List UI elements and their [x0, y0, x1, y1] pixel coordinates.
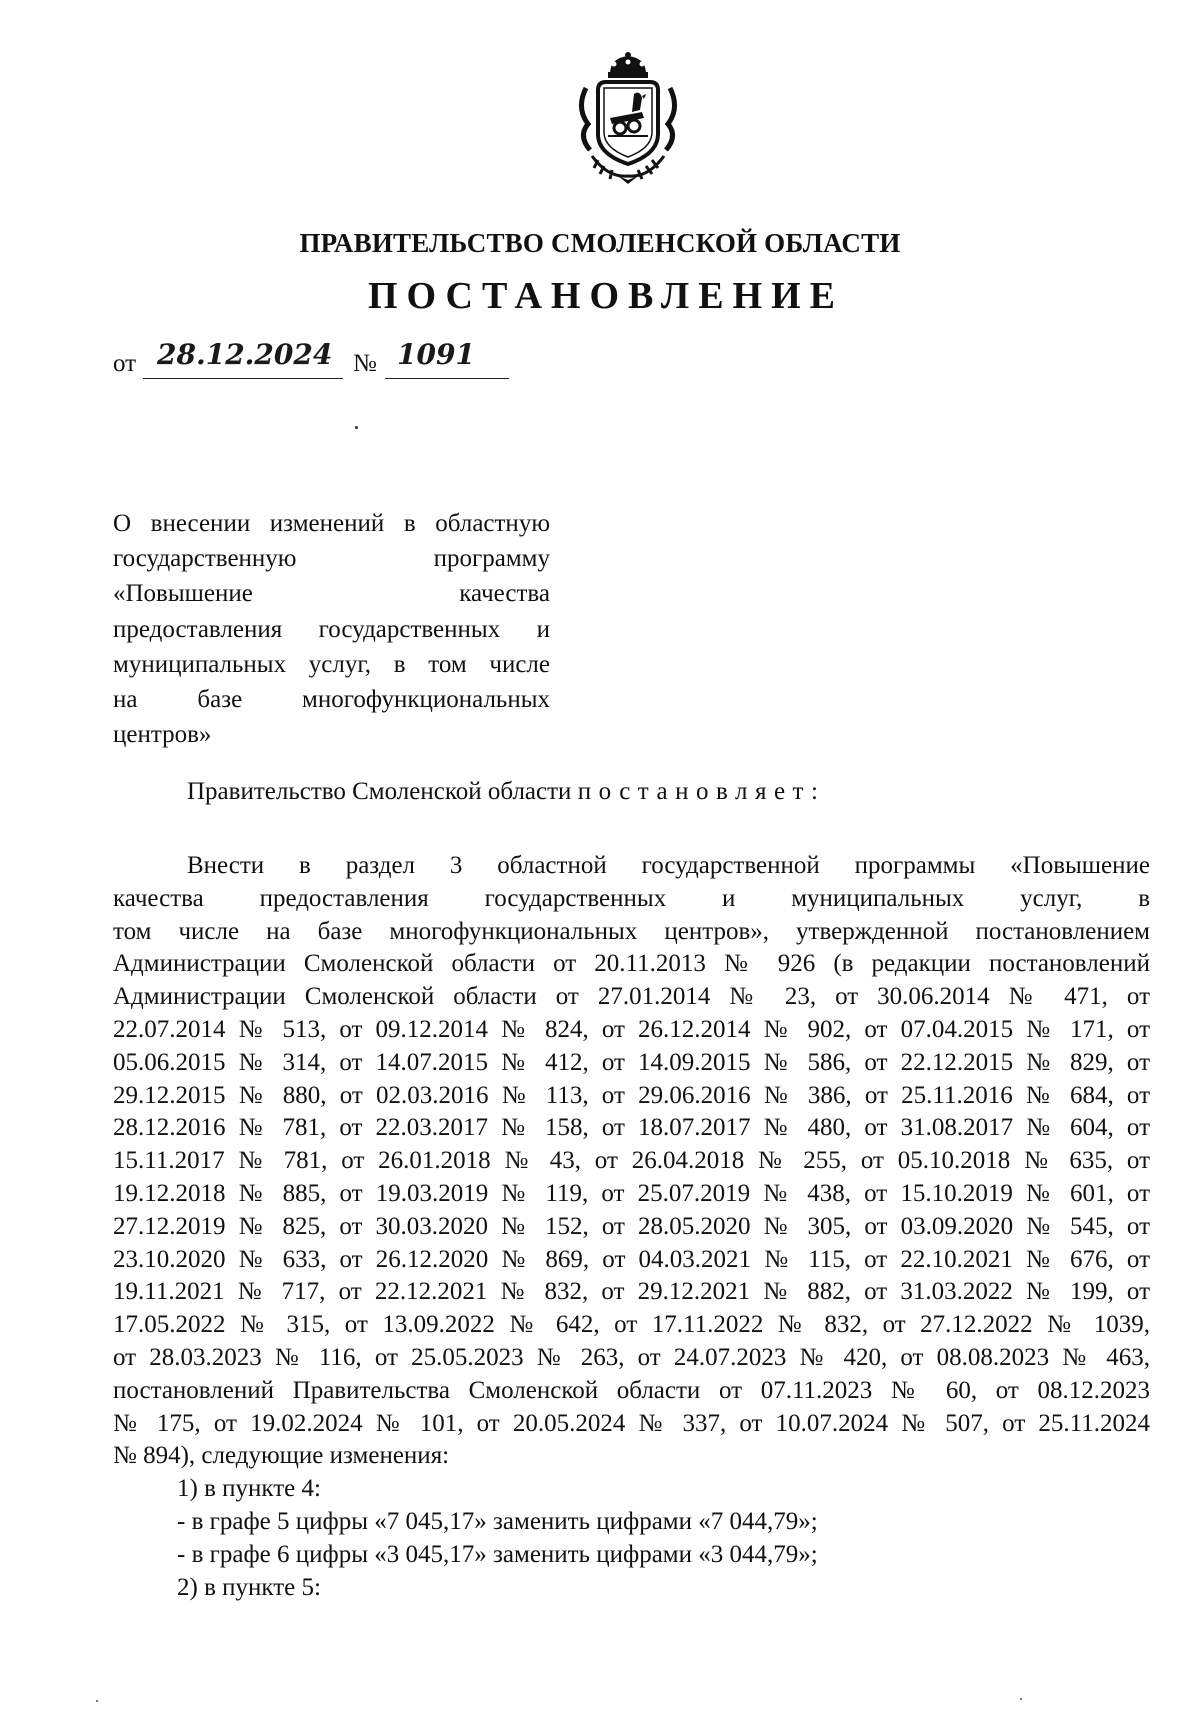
decree-verb: постановляет: — [577, 778, 826, 805]
body-line: 28.12.2016 № 781, от 22.03.2017 № 158, от 18.07.2017 № 480, от 31.08.2017 № 604, от — [113, 1114, 1150, 1142]
body-line: 05.06.2015 № 314, от 14.07.2015 № 412, от 14.09.2015 № 586, от 22.12.2015 № 829, от — [113, 1048, 1150, 1076]
body-line: 15.11.2017 № 781, от 26.01.2018 № 43, от 26.04.2018 № 255, от 05.10.2018 № 635, от — [113, 1147, 1150, 1175]
subject-heading — [113, 506, 550, 752]
subject-line: О внесении изменений в областную — [113, 510, 550, 537]
body-text — [113, 850, 1150, 1604]
body-line: Администрации Смоленской области от 20.11.2013 № 926 (в редакции постановлений — [113, 950, 1150, 978]
organization-title: ПРАВИТЕЛЬСТВО СМОЛЕНСКОЙ ОБЛАСТИ — [299, 228, 901, 258]
body-line: 29.12.2015 № 880, от 02.03.2016 № 113, от 29.06.2016 № 386, от 25.11.2016 № 684, от — [113, 1081, 1150, 1109]
handwritten-number: 1091 — [397, 338, 475, 371]
body-line: Внести в раздел 3 областной государственной программы «Повышение — [187, 852, 1150, 879]
body-line: 22.07.2014 № 513, от 09.12.2014 № 824, от 26.12.2014 № 902, от 07.04.2015 № 171, от — [113, 1015, 1150, 1043]
subject-line: на базе многофункциональных — [113, 685, 550, 713]
number-label: № — [353, 350, 377, 377]
body-line: от 28.03.2023 № 116, от 25.05.2023 № 263, от 24.07.2023 № 420, от 08.08.2023 № 463, — [113, 1343, 1150, 1371]
body-line: 19.11.2021 № 717, от 22.12.2021 № 832, от 29.12.2021 № 882, от 31.03.2022 № 199, от — [113, 1278, 1150, 1306]
stray-dot — [355, 426, 358, 429]
number-underline — [385, 378, 509, 379]
handwritten-date: 28.12.2024 — [157, 338, 333, 371]
body-line: Администрации Смоленской области от 27.01.2014 № 23, от 30.06.2014 № 471, от — [113, 983, 1150, 1011]
decree-line — [187, 778, 825, 806]
decree-lead: Правительство Смоленской области — [187, 778, 572, 805]
subject-line: государственную программу — [113, 545, 550, 573]
body-line: постановлений Правительства Смоленской области от 07.11.2023 № 60, от 08.12.2023 — [113, 1376, 1150, 1404]
date-underline — [143, 378, 343, 379]
scan-speck — [1020, 1698, 1022, 1700]
body-line: № 175, от 19.02.2024 № 101, от 20.05.2024 № 337, от 10.07.2024 № 507, от 25.11.2024 — [113, 1409, 1150, 1437]
scan-speck — [96, 1700, 98, 1702]
body-line: 19.12.2018 № 885, от 19.03.2019 № 119, от 25.07.2019 № 438, от 15.10.2019 № 601, от — [113, 1179, 1150, 1207]
subject-line: предоставления государственных и — [113, 615, 550, 643]
body-line: 27.12.2019 № 825, от 30.03.2020 № 152, от 28.05.2020 № 305, от 03.09.2020 № 545, от — [113, 1212, 1150, 1240]
subject-line: центров» — [113, 721, 212, 749]
body-line: качества предоставления государственных и муниципальных услуг, в — [113, 884, 1150, 912]
body-line: 23.10.2020 № 633, от 26.12.2020 № 869, от 04.03.2021 № 115, от 22.10.2021 № 676, от — [113, 1245, 1150, 1273]
body-line: № 894), следующие изменения: — [113, 1442, 450, 1470]
subject-line: муниципальных услуг, в том числе — [113, 650, 550, 678]
smolensk-oblast-coat-of-arms-icon — [568, 52, 688, 190]
amendment-item: - в графе 5 цифры «7 045,17» заменить цифрами «7 044,79»; — [177, 1507, 818, 1535]
subject-line: «Повышение качества — [113, 580, 550, 608]
body-line: 17.05.2022 № 315, от 13.09.2022 № 642, от 17.11.2022 № 832, от 27.12.2022 № 1039, — [113, 1311, 1150, 1339]
amendment-item: - в графе 6 цифры «3 045,17» заменить цифрами «3 044,79»; — [177, 1540, 818, 1568]
body-line: том числе на базе многофункциональных центров», утвержденной постановлением — [113, 917, 1150, 945]
amendment-item: 1) в пункте 4: — [177, 1475, 321, 1503]
amendment-item: 2) в пункте 5: — [177, 1573, 321, 1601]
date-from-label: от — [113, 350, 137, 377]
document-type-title: ПОСТАНОВЛЕНИЕ — [367, 275, 845, 317]
